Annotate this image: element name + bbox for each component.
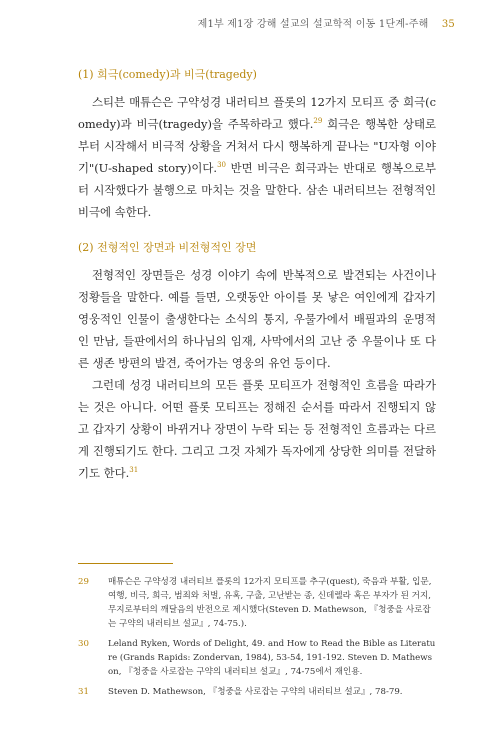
paragraph: 그런데 성경 내러티브의 모든 플롯 모티프가 전형적인 흐름을 따라가는 것은 아니다. 어떤 플롯 모티프는 정해진 순서를 따라서 진행되지 않고 갑자기 상황이 바뀌거나 장면이 누락 되는 등 전형적인 흐름과는 다르게 진행되기도 한다. 그리고 그것 자체가 독자에게 상당한 의미를 전달하기도 한다.$^{31}$: [78, 378, 436, 480]
footnote-ref-30[interactable]: 30: [217, 161, 226, 170]
footnote-29: [78, 575, 436, 631]
paragraph: 전형적인 장면들은 성경 이야기 속에 반복적으로 발견되는 사건이나 정황들을 말한다. 예를 들면, 오랫동안 아이를 못 낳은 여인에게 갑자기 영웅적인 인물이 출생한다는 소식의 통지, 우물가에서 배필과의 운명적인 만남, 들판에서의 하나님의 임재, 사막에서의 고난 중 우물이나 또 다른 생존 방편의 발견, 죽어가는 영웅의 유언 등이다.: [78, 268, 436, 370]
footnote-number: 31: [78, 687, 89, 697]
footnote-text: Steven D. Mathewson, 『청중을 사로잡는 구약의 내러티브 설교』, 78-79.: [108, 687, 403, 697]
footnote-number: 30: [78, 639, 89, 649]
footnote-divider: [78, 563, 173, 564]
page-number: 35: [441, 19, 455, 30]
footnote-ref-29[interactable]: 29: [313, 117, 323, 126]
footnote-30: [78, 637, 436, 679]
section-heading-typical-scenes: (2) 전형적인 장면과 비전형적인 장면: [78, 241, 257, 254]
section-heading-comedy-tragedy: (1) 희극(comedy)과 비극(tragedy): [78, 68, 257, 81]
footnote-number: 29: [78, 577, 89, 587]
footnote-text: 매튜슨은 구약성경 내러티브 플롯의 12가지 모티프를 추구(quest), 죽음과 부활, 입문, 여행, 비극, 희극, 범죄와 처벌, 유혹, 구출, 고난받는 종, 신데렐라 혹은 부자가 된 거지, 무지로부터의 깨달음의 반전으로 제시했다(Steven D. Mathewson, 『청중을 사로잡는 구약의 내러티브 설교』, 74-75.).: [108, 577, 432, 629]
footnote-ref-31[interactable]: 31: [129, 466, 139, 475]
paragraph: 스티븐 매튜슨은 구약성경 내러티브 플롯의 12가지 모티프 중 희극(comedy)과 비극(tragedy)을 주목하라고 했다.$^{29}$ 희극은 행복한 상태로부터 시작해서 비극적 상황을 거쳐서 다시 행복하게 끝나는 "U자형 이야기"(U-shaped story)이다.$^{30}$ 반면 비극은 희극과는 반대로 행복으로부터 시작했다가 불행으로 마치는 것을 말한다. 삼손 내러티브는 전형적인 비극에 속한다.: [78, 95, 436, 219]
footnotes: [78, 563, 436, 705]
footnote-31: [78, 685, 436, 699]
main-content: [78, 66, 436, 484]
running-title: 제1부 제1장 강해 설교의 설교학적 이동 1단계-주해: [197, 19, 429, 30]
running-header: [198, 15, 455, 30]
footnote-text: Leland Ryken, Words of Delight, 49. and How to Read the Bible as Literature (Grands Rapids: Zondervan, 1984), 53-54, 191-192. Steven D. Mathewson, 『청중을 사로잡는 구약의 내러티브 설교』, 74-75에서 재인용.: [108, 639, 436, 677]
